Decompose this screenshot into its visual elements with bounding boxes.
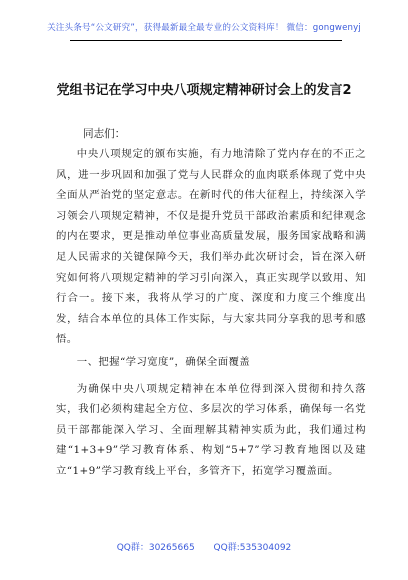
header-divider: [70, 40, 342, 41]
greeting: 同志们：: [83, 128, 126, 140]
footer: [0, 540, 408, 553]
paragraph-section-1: 为确保中央八项规定精神在本单位得到深入贯彻和持久落实，我们必须构建起全方位、多层次的学习体系，确保每一名党员干部都能深入学习、全面理解其精神实质为此，我们通过构建“1+3+9”学习教育体系、构划“5+7”学习教育地图以及建立“1+9”学习教育线上平台，多管齐下，拓宽学习覆盖面。: [56, 382, 366, 477]
paragraph-intro: 中央八项规定的颁布实施，有力地清除了党内存在的不正之风，进一步巩固和加强了党与人民群众的血肉联系体现了党中央全面从严治党的坚定意志。在新时代的伟大征程上，持续深入学习领会八项规定精神，不仅是提升党员干部政治素质和纪律观念的内在要求，更是推动单位事业高质量发展，服务国家战略和满足人民需求的关键保障今天，我们举办此次研讨会，旨在深入研究如何将八项规定精神的学习引向深入，真正实现学以致用、知行合一。接下来，我将从学习的广度、深度和力度三个维度出发，结合本单位的具体工作实际，与大家共同分享我的思考和感悟。: [56, 148, 366, 346]
header-promo-text: 关注头条号“公文研究”，获得最新最全最专业的公文资料库！ 微信：gongwenyj: [47, 23, 361, 33]
footer-qq-group-2: QQ群:535304092: [213, 543, 292, 553]
footer-qq-group-1: QQ群：30265665: [116, 543, 195, 553]
document-body: [56, 144, 366, 482]
section-heading-1: 一、把握“学习宽度”，确保全面覆盖: [76, 355, 251, 368]
document-title: 党组书记在学习中央八项规定精神研讨会上的发言2: [56, 83, 352, 98]
